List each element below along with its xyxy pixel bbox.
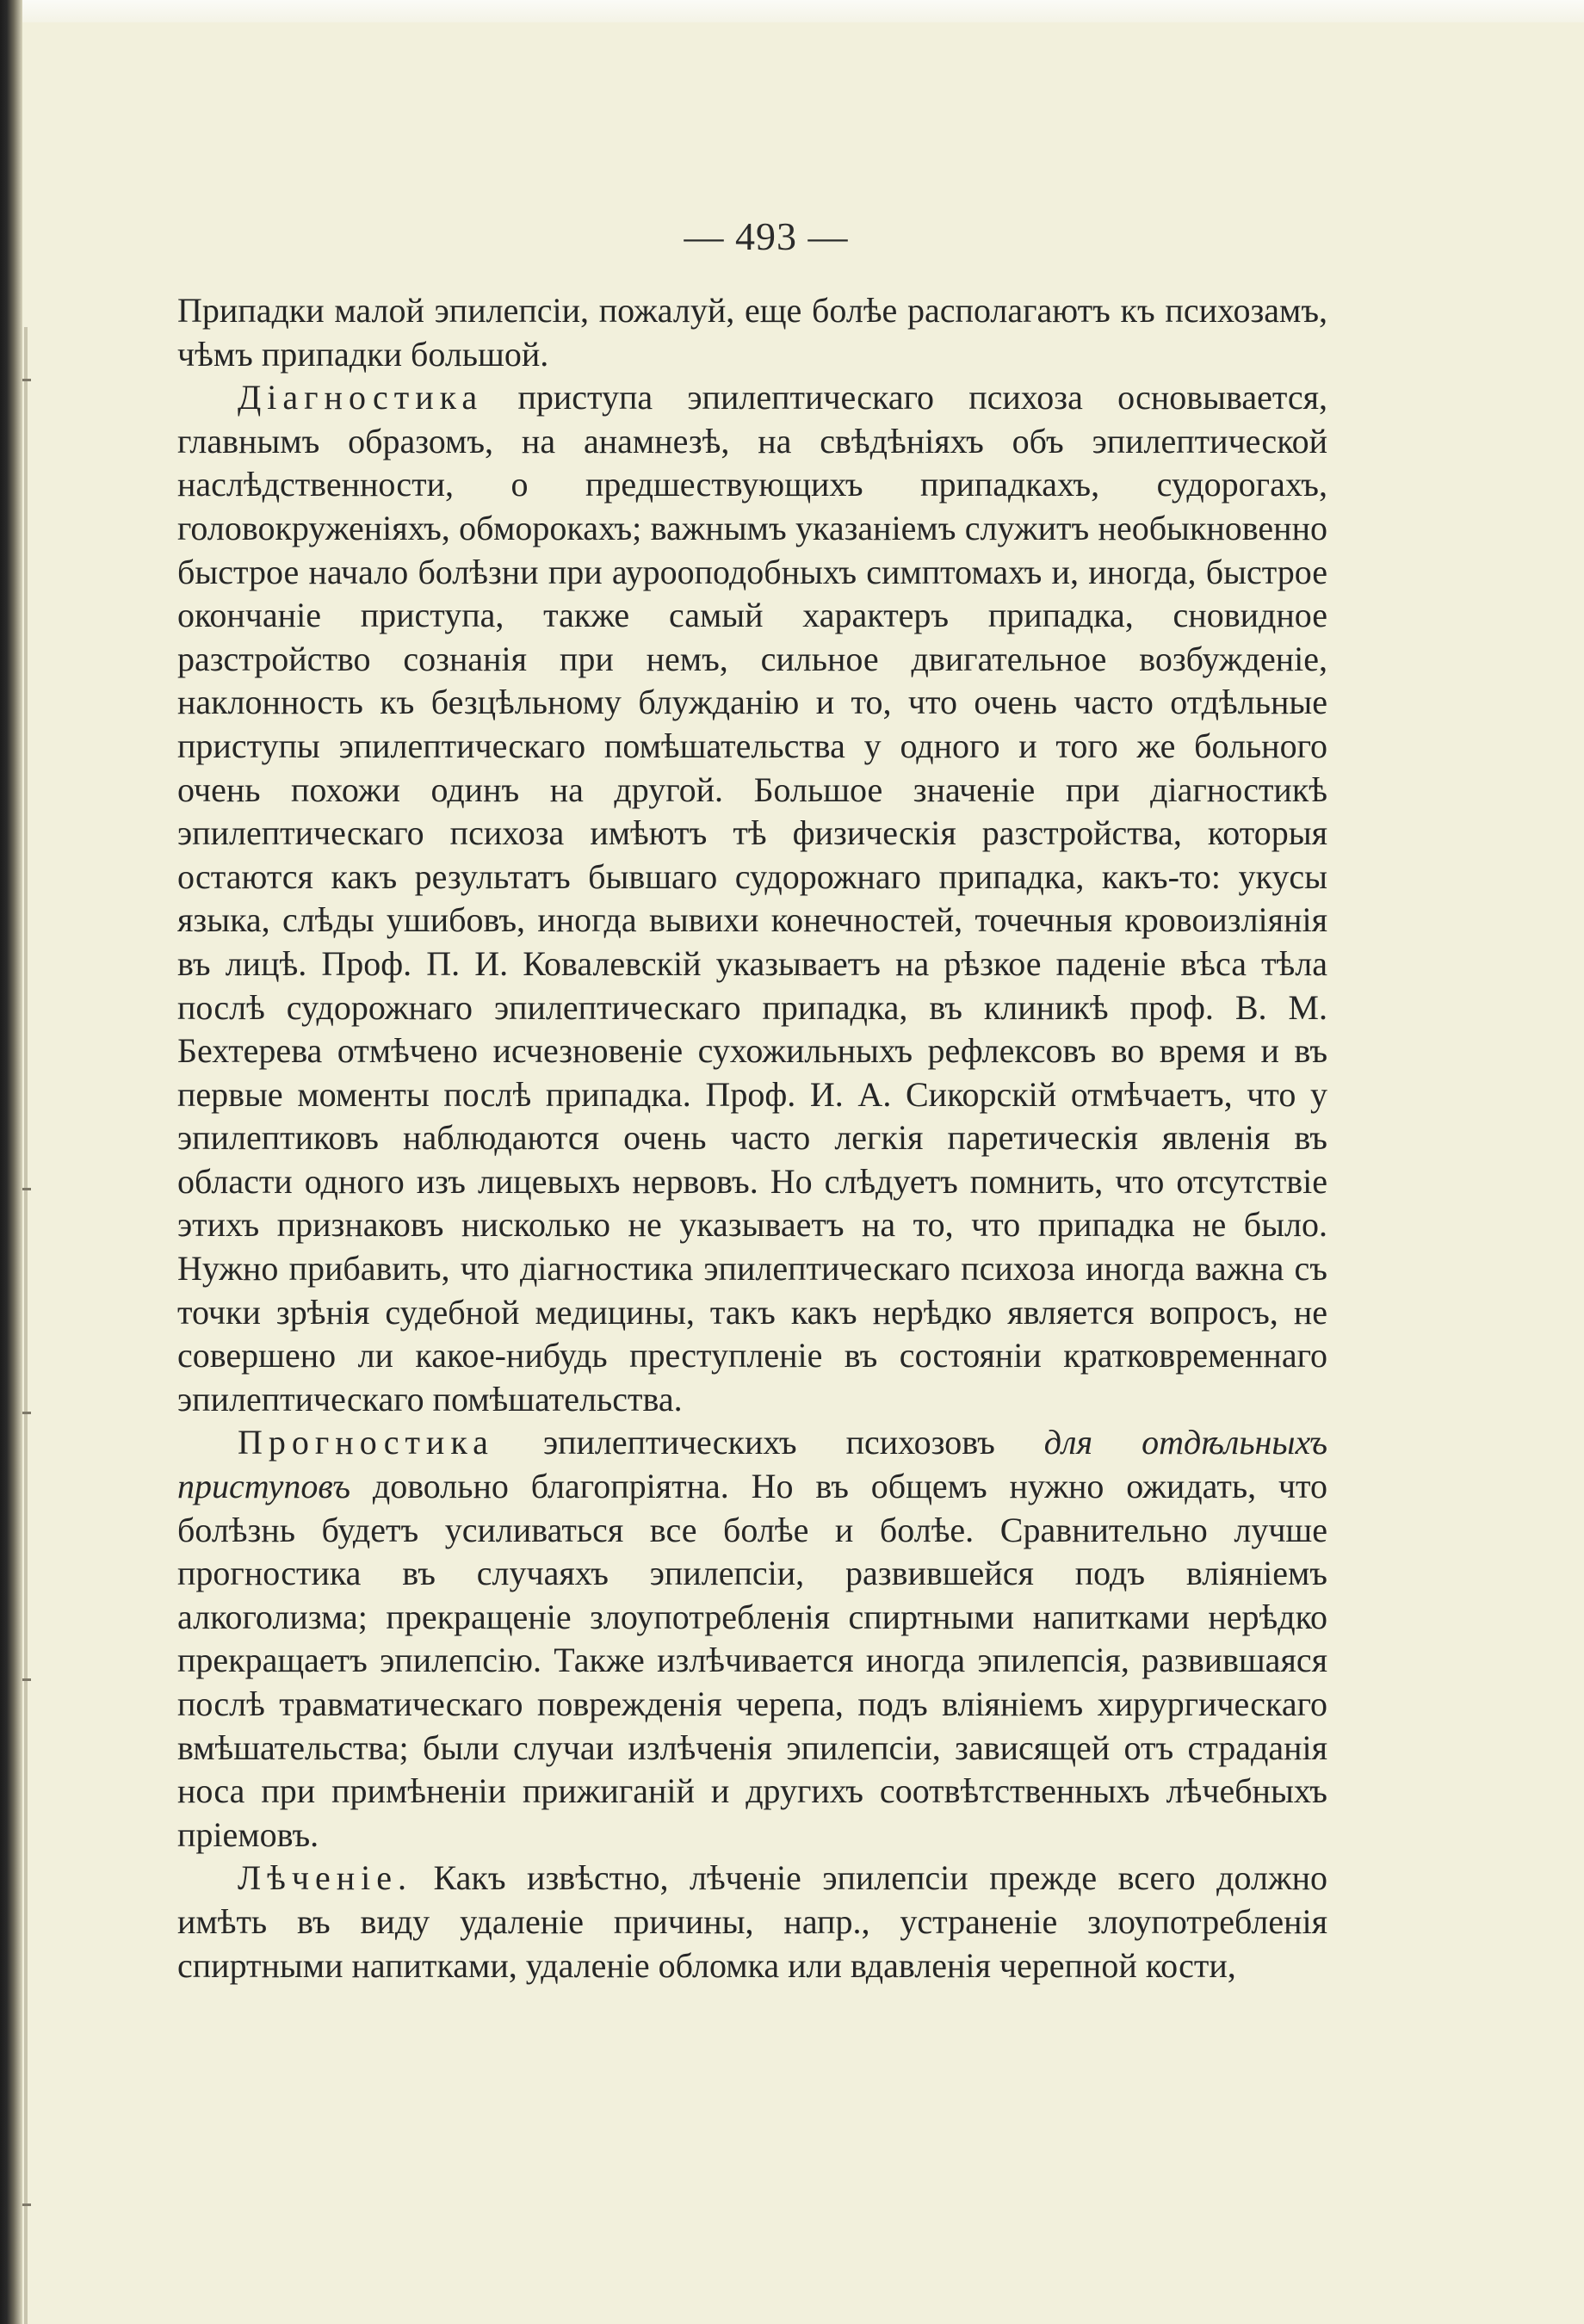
edge-mark (22, 2203, 31, 2206)
paragraph-prognosis (177, 1421, 1327, 1857)
paragraph-text: Припадки малой эпилепсіи, пожалуй, еще болѣе располагаютъ къ психозамъ, чѣмъ припадки большой. (177, 291, 1327, 374)
page-number: — 493 — (684, 214, 849, 258)
edge-mark (22, 1188, 31, 1190)
edge-mark (22, 1412, 31, 1414)
paragraph-text: приступа эпилептическаго психоза основывается, главнымъ образомъ, на анамнезѣ, на свѣдѣніяхъ объ эпилептической наслѣдственности, о предшествующихъ припадкахъ, судорогахъ, головокруженіяхъ, обморокахъ; важнымъ указаніемъ служитъ необыкновенно быстрое начало болѣзни при аурооподобныхъ симптомахъ и, иногда, быстрое окончаніе приступа, также самый характеръ припадка, сновидное разстройство сознанія при немъ, сильное двигательное возбужденіе, наклонность къ безцѣльному блужданію и то, что очень часто отдѣльные приступы эпилептическаго помѣшательства у одного и того же больного очень похожи одинъ на другой. Большое значеніе при діагностикѣ эпилептическаго психоза имѣютъ тѣ физическія разстройства, которыя остаются какъ результатъ бывшаго судорожнаго припадка, какъ-то: укусы языка, слѣды ушибовъ, иногда вывихи конечностей, точечныя кровоизліянія въ лицѣ. Проф. П. И. Ковалевскій указываетъ на рѣзкое паденіе вѣса тѣла послѣ судорожнаго эпилептическаго припадка, въ клиникѣ проф. В. М. Бехтерева отмѣчено исчезновеніе сухожильныхъ рефлексовъ во время и въ первые моменты послѣ припадка. Проф. И. А. Сикорскій отмѣчаетъ, что у эпилептиковъ наблюдаются очень часто легкія паретическія явленія въ области одного изъ лицевыхъ нервовъ. Но слѣдуетъ помнить, что отсутствіе этихъ признаковъ нисколько не указываетъ на то, что припадка не было. Нужно прибавить, что діагностика эпилептическаго психоза иногда важна съ точки зрѣнія судебной медицины, такъ какъ нерѣдко является вопросъ, не совершено ли какое-нибудь преступленіе въ состояніи кратковременнаго эпилептическаго помѣшательства. (177, 378, 1327, 1419)
section-lead-prognosis: Прогностика (238, 1423, 494, 1462)
page-top-edge (22, 0, 1584, 22)
body-text (177, 289, 1327, 1987)
paragraph-treatment (177, 1857, 1327, 1987)
paragraph-diagnostics (177, 376, 1327, 1421)
edge-mark (22, 379, 31, 381)
edge-mark (22, 1678, 31, 1681)
paragraph-text: довольно благопріятна. Но въ общемъ нужно ожидать, что болѣзнь будетъ усиливаться все болѣе и болѣе. Сравнительно лучше прогностика въ случаяхъ эпилепсіи, развившейся подъ вліяніемъ алкоголизма; прекращеніе злоупотребленія спиртными напитками нерѣдко прекращаетъ эпилепсію. Также излѣчивается иногда эпилепсія, развившаяся послѣ травматическаго поврежденія черепа, подъ вліяніемъ хирургическаго вмѣшательства; были случаи излѣченія эпилепсіи, зависящей отъ страданія носа при примѣненіи прижиганій и другихъ соотвѣтственныхъ лѣчебныхъ пріемовъ. (177, 1467, 1327, 1854)
paragraph-text: Какъ извѣстно, лѣченіе эпилепсіи прежде всего должно имѣть въ виду удаленіе причины, напр., устраненіе злоупотребленія спиртными напитками, удаленіе обломка или вдавленія черепной кости, (177, 1858, 1327, 1985)
page-left-edge (0, 0, 22, 2324)
paragraph-text: эпилептическихъ психозовъ (493, 1423, 1044, 1462)
section-lead-treatment: Лѣченіе. (238, 1858, 412, 1898)
section-lead-diagnostics: Діагностика (238, 378, 484, 417)
paragraph (177, 289, 1327, 376)
emphasis-text: для отдѣльныхъ приступовъ (177, 1423, 1327, 1506)
binding-line (24, 327, 28, 2324)
